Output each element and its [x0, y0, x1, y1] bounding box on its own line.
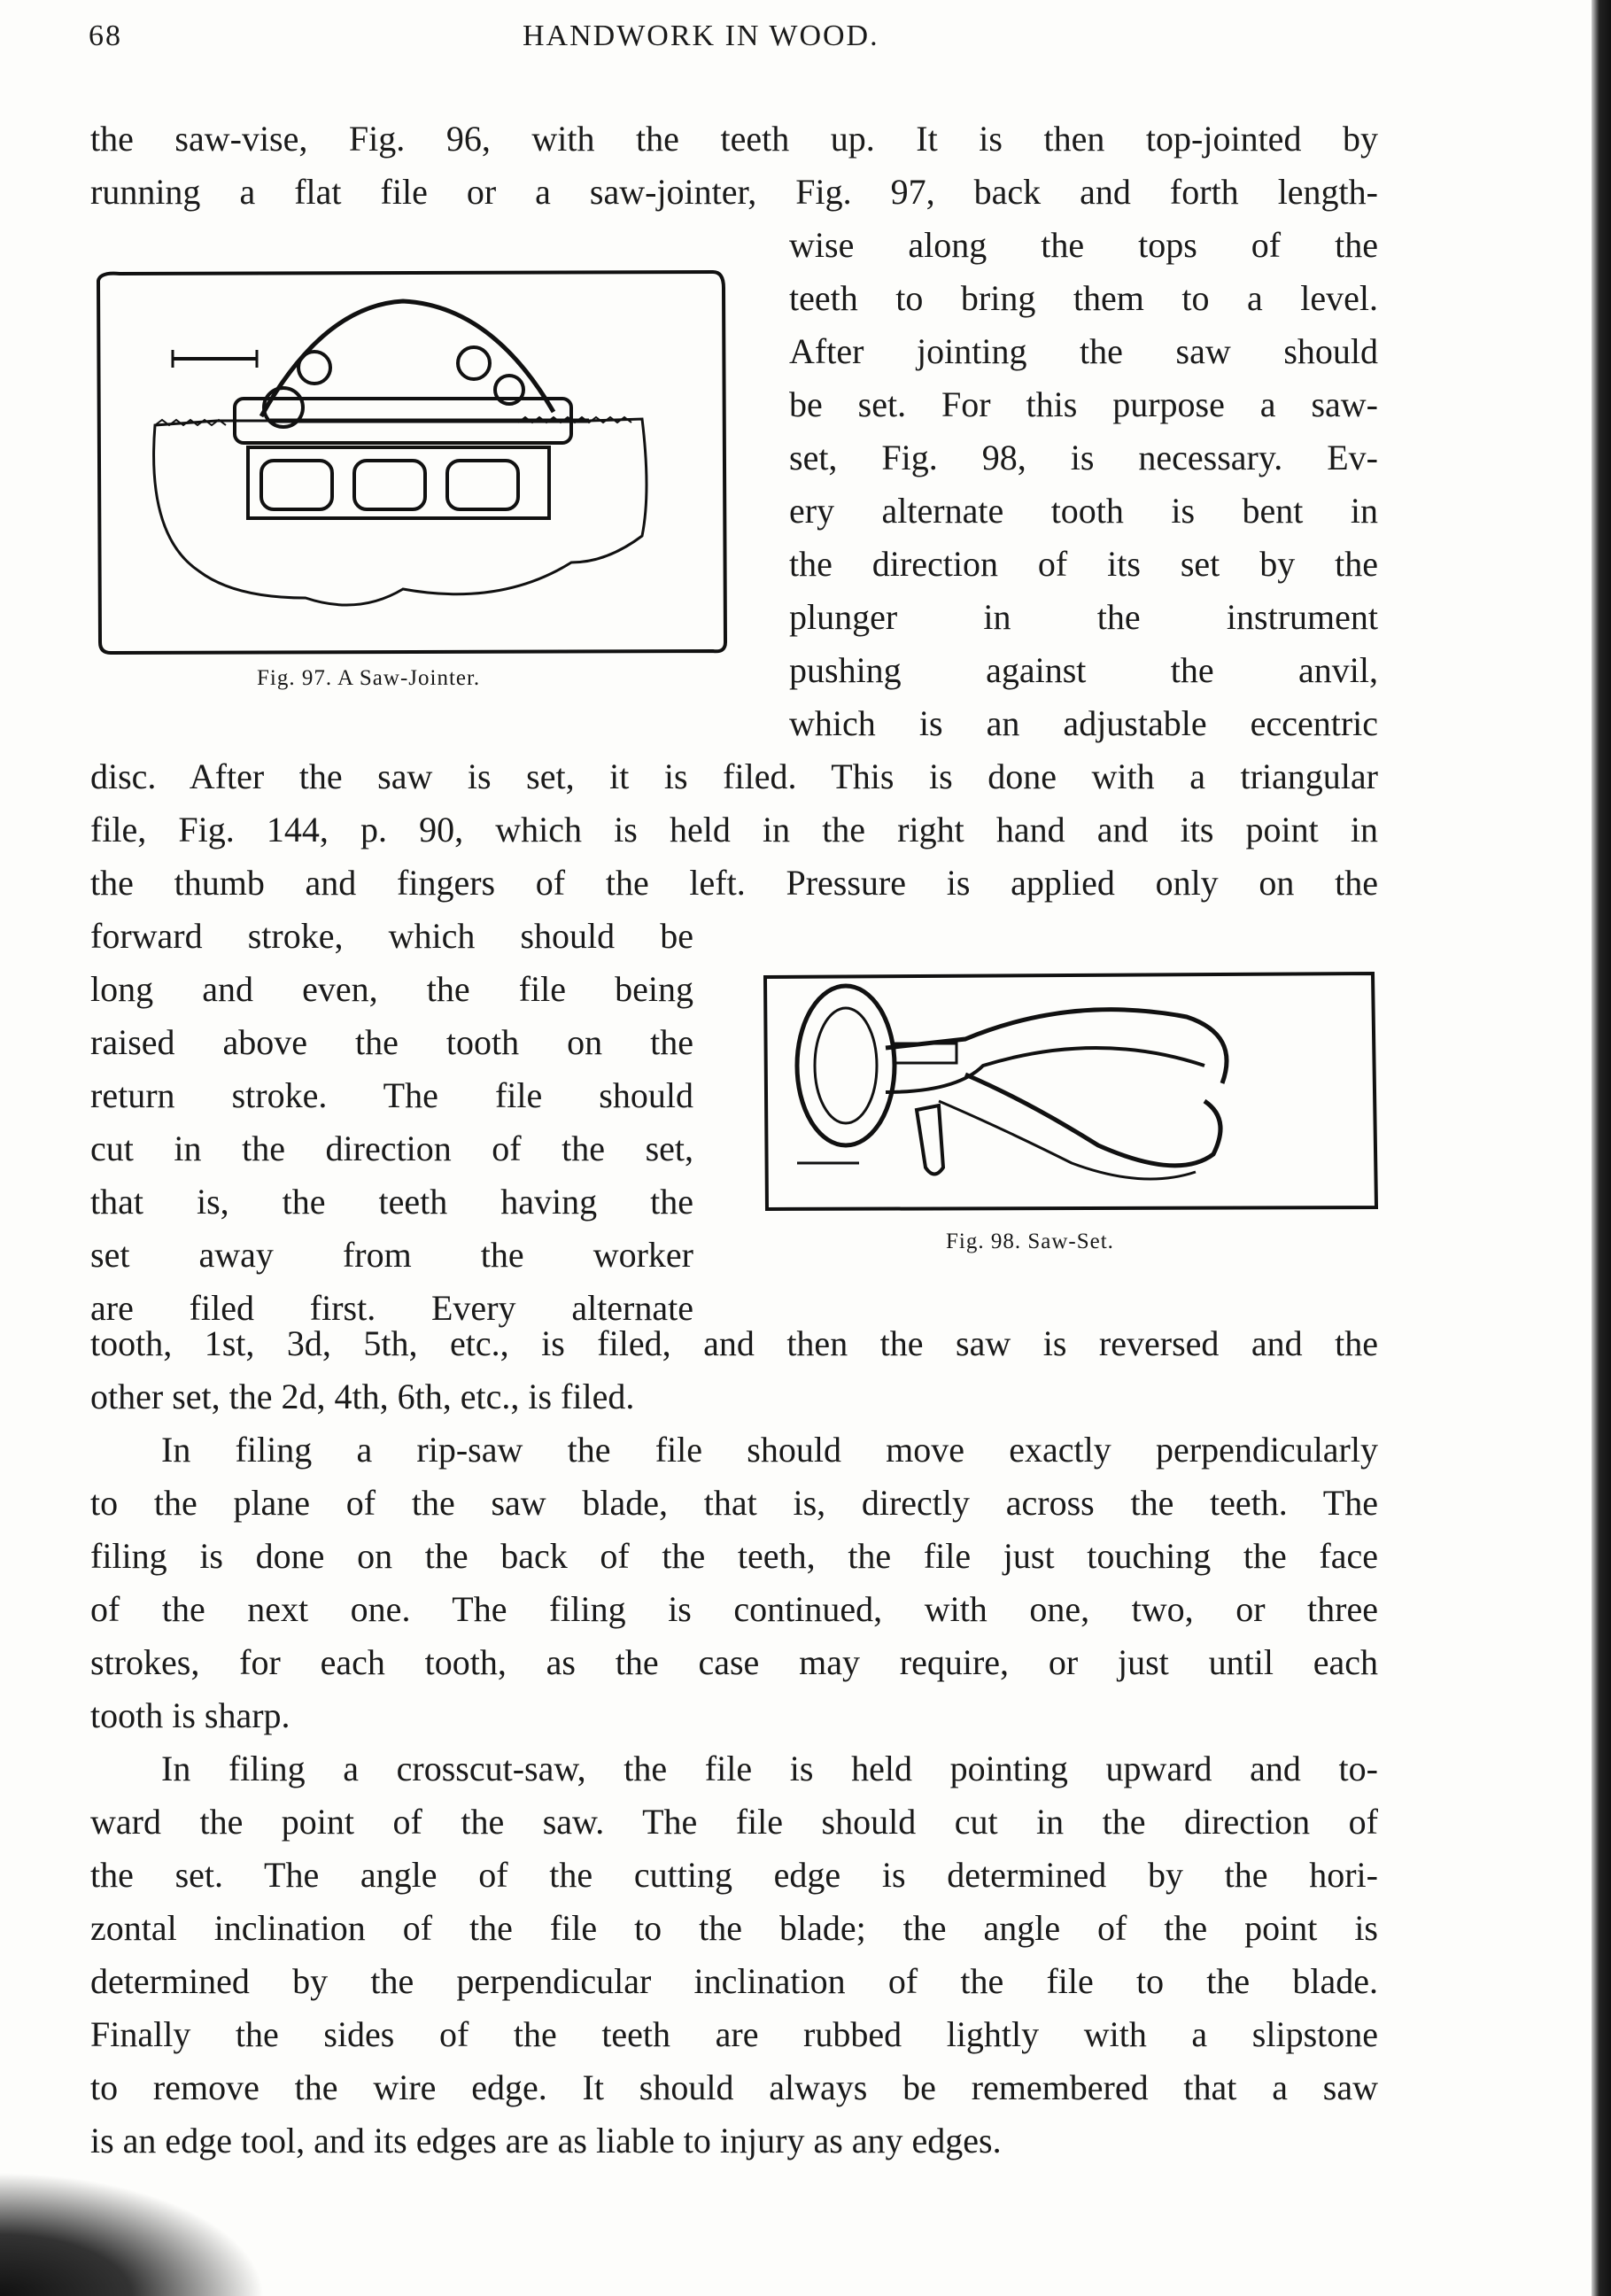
- page-edge-shadow: [1592, 0, 1611, 2296]
- text-line: zontal inclination of the file to the blade; the angle of the point is: [90, 1908, 1378, 1948]
- text-line: other set, the 2d, 4th, 6th, etc., is filed.: [90, 1377, 635, 1416]
- text-line: to the plane of the saw blade, that is, directly across the teeth. The: [90, 1483, 1378, 1523]
- text-line: set, Fig. 98, is necessary. Ev-: [789, 438, 1378, 477]
- text-line: return stroke. The file should: [90, 1075, 693, 1115]
- text-line: ward the point of the saw. The file should cut in the direction of: [90, 1802, 1378, 1842]
- text-line: Finally the sides of the teeth are rubbed lightly with a slipstone: [90, 2014, 1378, 2054]
- text-line: are filed first. Every alternate: [90, 1288, 693, 1328]
- text-line: to remove the wire edge. It should always be remembered that a saw: [90, 2067, 1378, 2107]
- text-line: cut in the direction of the set,: [90, 1129, 693, 1168]
- text-line: forward stroke, which should be: [90, 916, 693, 956]
- text-line: is an edge tool, and its edges are as liable to injury as any edges.: [90, 2121, 1002, 2160]
- text-line: tooth is sharp.: [90, 1695, 290, 1735]
- text-line: set away from the worker: [90, 1235, 693, 1275]
- text-line: filing is done on the back of the teeth, the file just touching the face: [90, 1536, 1378, 1576]
- text-line: teeth to bring them to a level.: [789, 278, 1378, 318]
- fig98-caption: Fig. 98. Saw-Set.: [946, 1229, 1114, 1253]
- text-line: running a flat file or a saw-jointer, Fig. 97, back and forth length-: [90, 172, 1378, 212]
- text-line: file, Fig. 144, p. 90, which is held in the right hand and its point in: [90, 810, 1378, 849]
- text-line: raised above the tooth on the: [90, 1022, 693, 1062]
- text-line: plunger in the instrument: [789, 597, 1378, 637]
- text-line: In filing a rip-saw the file should move exactly perpendicularly: [161, 1430, 1378, 1470]
- text-line: determined by the perpendicular inclination of the file to the blade.: [90, 1961, 1378, 2001]
- fig97-caption: Fig. 97. A Saw-Jointer.: [257, 666, 481, 690]
- text-line: After jointing the saw should: [789, 331, 1378, 371]
- text-line: In filing a crosscut-saw, the file is held pointing upward and to-: [161, 1749, 1378, 1788]
- text-line: strokes, for each tooth, as the case may require, or just until each: [90, 1642, 1378, 1682]
- text-line: tooth, 1st, 3d, 5th, etc., is filed, and then the saw is reversed and the: [90, 1323, 1378, 1363]
- corner-shadow: [0, 2172, 266, 2296]
- text-line: wise along the tops of the: [789, 225, 1378, 265]
- text-line: which is an adjustable eccentric: [789, 703, 1378, 743]
- text-line: that is, the teeth having the: [90, 1182, 693, 1222]
- text-line: be set. For this purpose a saw-: [789, 384, 1378, 424]
- fig98-saw-set-illustration: [762, 968, 1382, 1216]
- fig97-saw-jointer-illustration: [93, 270, 731, 660]
- text-line: pushing against the anvil,: [789, 650, 1378, 690]
- text-line: the thumb and fingers of the left. Pressure is applied only on the: [90, 863, 1378, 903]
- text-line: disc. After the saw is set, it is filed. This is done with a triangular: [90, 756, 1378, 796]
- text-line: the direction of its set by the: [789, 544, 1378, 584]
- text-line: of the next one. The filing is continued, with one, two, or three: [90, 1589, 1378, 1629]
- text-line: ery alternate tooth is bent in: [789, 491, 1378, 531]
- text-line: the saw-vise, Fig. 96, with the teeth up. It is then top-jointed by: [90, 119, 1378, 159]
- running-title: HANDWORK IN WOOD.: [523, 19, 879, 52]
- text-line: long and even, the file being: [90, 969, 693, 1009]
- text-line: the set. The angle of the cutting edge is determined by the hori-: [90, 1855, 1378, 1895]
- page-number: 68: [89, 19, 122, 52]
